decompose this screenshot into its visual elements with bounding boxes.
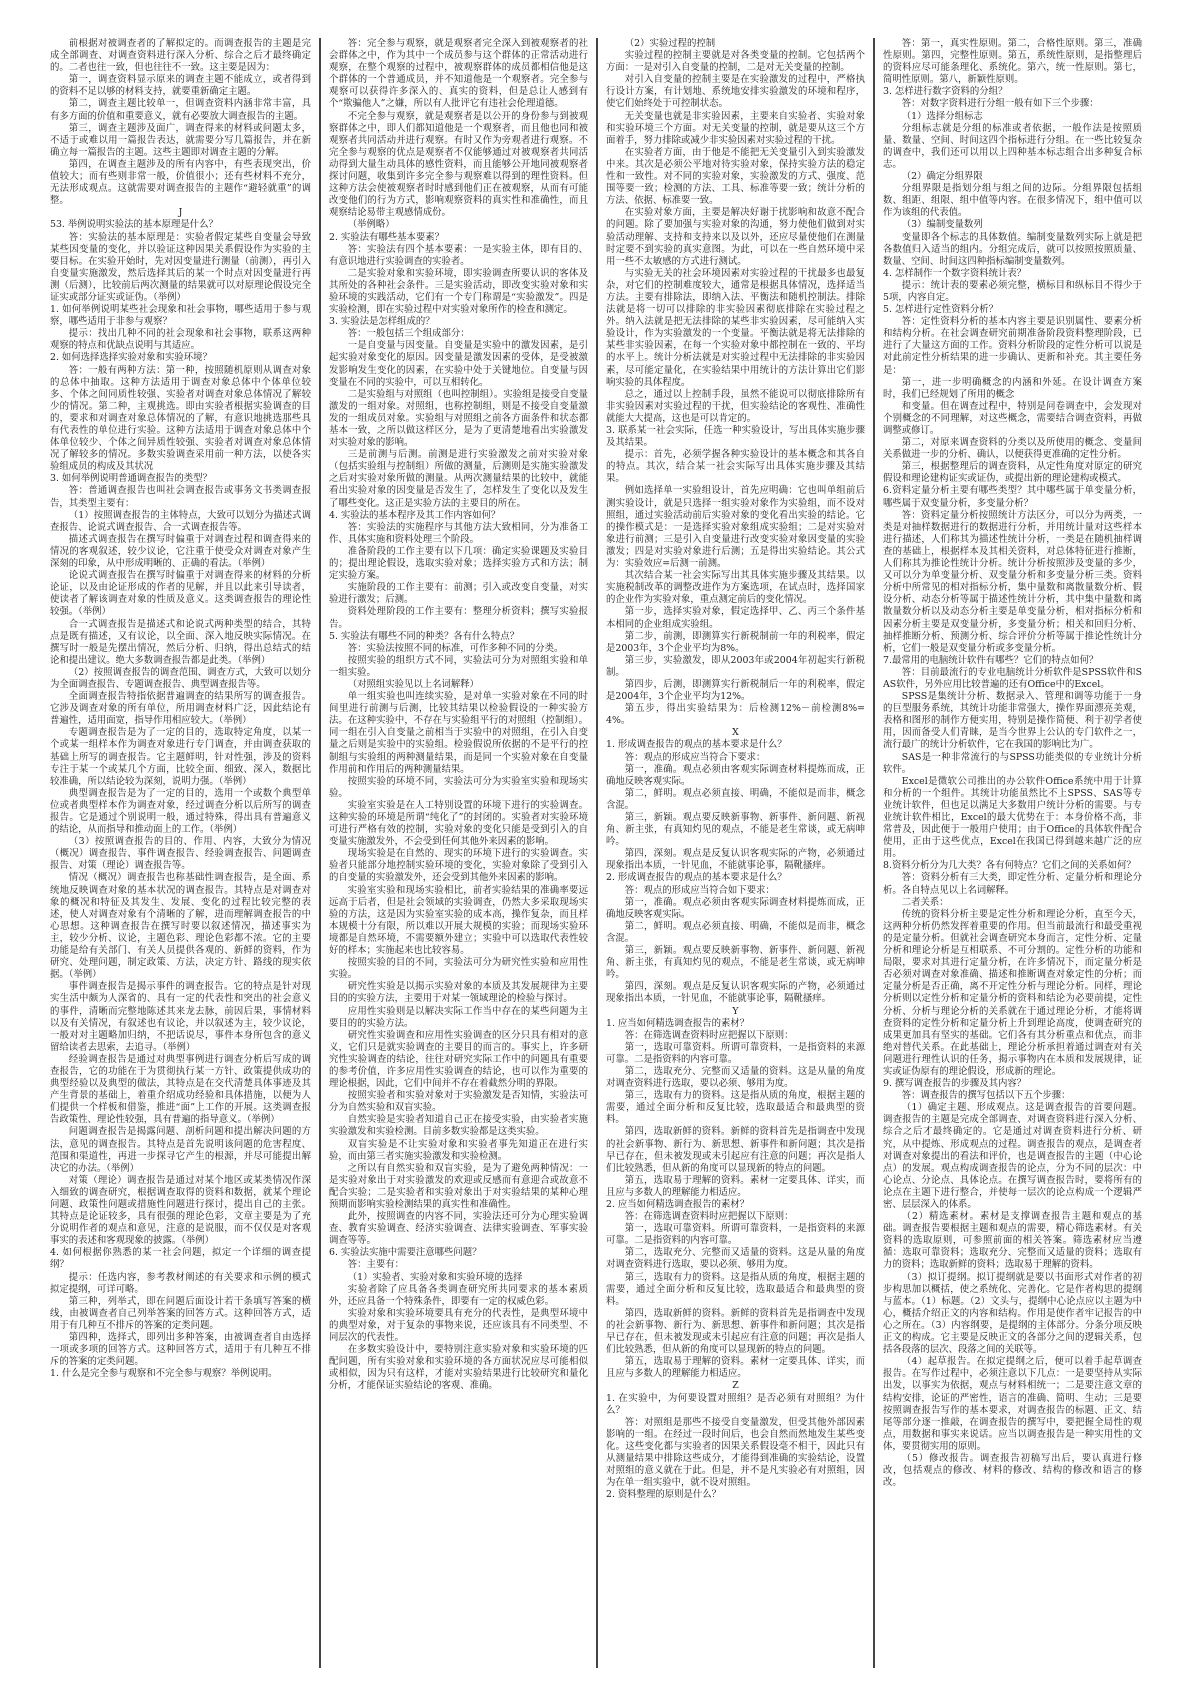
paragraph: 合一式调查报告是描述式和论说式两种类型的结合，其特点是既有描述，又有议论，以全面、深入地反映实际情况。在撰写时一般是先摆出情况，然后分析、归纳，得出总结式的结论和提出建议。绝大多数调查报告都是此类。（举例） (50, 618, 311, 666)
paragraph: 答：实验法按照不同的标准，可作多种不同的分类。 (347, 642, 564, 654)
paragraph: 答：观点的形成应当符合下要求： (624, 751, 766, 763)
paragraph: 现场实验是在自然的、现实的环境下进行的实验调查。实验者只能部分地控制实验环境的变化，实验对象除了受到引入的自变量的实验激发外，还会受到其他外来因素的影响。 (329, 848, 588, 884)
paragraph: 实验过程的控制主要就是对各类变量的控制。它包括两个方面：一是对引入自变量的控制，二是对无关变量的控制。 (606, 50, 865, 74)
paragraph: 1. 应当如何精选调查报告的素材？ (606, 1017, 750, 1029)
paragraph: 2. 实验法有哪些基本要素？ (329, 231, 445, 243)
paragraph: 答：一般有两种方法：第一种，按照随机原则从调查对象的总体中抽取。这种方法适用于调查对象总体中个体单位较多、个体之间同质性较强、实验者对调查对象总体情况了解较少的情况。第二种，主观挑选。即由实验者根据实验调查的目的，要求和对调查对象总体情况的了解，有意识地挑选那些具有代表性的单位进行实验。这种方法适用于调查对象总体中个体单位较少、个体之间异质性较强、实验者对调查对象总体情况了解较多的情况。多数实验调查采用前一种方法，以使各实验组成员的构成及其状况 (50, 364, 311, 473)
paragraph: 分组标志就是分组的标准或者依据，一般作法是按照质量、数量、空间、时间这四个指标进行分组。在一些比较复杂的调查中，我们还可以用以上四种基本标志组合出多种复合标志。 (883, 122, 1142, 170)
paragraph: 在多数实验设计中，要特别注意实验对象和实验环境的匹配问题，所有实验对象和实验环境的各方面状况应尽可能相似或相似，因为只有这样，才能对实验结果进行比较研究和量化分析，才能保证实验结论的客观、准确。 (329, 1344, 588, 1392)
paragraph: 经验调查报告是通过对典型事例进行调查分析后写成的调查报告，它的功能在于为贯彻执行某一方针、政策提供成功的典型经验以及典型的做法，其特点是在交代清楚具体事迹及其产生背景的基础上，着重介绍成功经验和具体措施，以便为人们提供一个样板和借鉴，推进“面”上工作的开展。这类调查报告政策性、理论性较强，具有普遍的指导意义。（举例） (50, 1053, 311, 1126)
paragraph: 第三，新颖。观点要反映新事物、新事件、新问题、新视角、新主张，有真知灼见的观点，不能是老生常谈，或无病呻吟。 (606, 812, 865, 848)
paragraph: 对策（理论）调查报告是通过对某个地区或某类情况作深入细致的调查研究，根据调查取得的资料和数据，就某个理论问题、政策性问题或措施性问题进行探讨，提出自己的主张。其特点是论证较多，具有很强的理论色彩，文章主要是为了充分说明作者的观点和意见，注意的是说服，而不仅仅是对客观事实的表述和客观现象的披露。（举例） (50, 1174, 311, 1247)
paragraph: 第五步，得出实验结果为：后检测12%－前检测8%=4%。 (606, 703, 865, 727)
paragraph: 第二，鲜明。观点必须直接、明确，不能似是而非，概念含混。 (606, 787, 865, 811)
paragraph: 2. 形成调查报告的观点的基本要求是什么？ (606, 872, 787, 884)
paragraph: 第三，选取有力的资料。这是指从质的角度，根据主题的需要，通过全面分析和反复比较，选取最适合和最典型的资料。 (606, 1271, 865, 1307)
paragraph: Excel是微软公司推出的办公软件Office系统中用于计算和分析的一个组件。其统计功能虽然比不上SPSS、SAS等专业统计软件，但也足以满足大多数用户统计分析的需要。与专业统计软件相比，Excel的最大优势在于：本身价格不高，非常普及，因此便于一般用户使用；由于Office的具体软件配合使用，正由于这些优点，Excel在我国已得到越来越广泛的应用。 (883, 775, 1142, 860)
paragraph: SPSS是集统计分析、数据录入、管理和调等功能于一身的巨型服务系统，其统计功能非常强大，操作界面漂亮美观，表格和图形的制作方便实用，特别是操作简便、利于初学者使用，因而备受人们青睐，是当今世界上公认的专门软件之一，流行最广的统计分析软件，它在我国的影响比为广。 (883, 691, 1142, 751)
paragraph: 按照实验的组织方式不同，实验法可分为对照组实验和单一组实验。 (329, 654, 588, 678)
paragraph: 答：定性资料分析的基本内容主要是识别属性、要素分析和结构分析。在社会调查研究前期准备阶段资料整理阶段，已进行了大量这方面的工作。资料分析阶段的定性分析可以说是对此前定性分析结果的进一步确认、更新和补充。其主要任务是： (883, 316, 1142, 376)
paragraph: 3. 实验法是怎样组成的？ (329, 316, 435, 328)
paragraph: 事件调查报告是揭示事件的调查报告。它的特点是针对现实生活中颇为人深省的、具有一定的代表性和突出的社会意义的事件，清晰而完整地陈述其来龙去脉，前因后果，事情材料以及有关情况，有叙述也有议论，并以叙述为主，较少议论，一般对对主题略加归纳，不把话说尽，事件本身所包含的意义留给读者去思索，去追寻。（举例） (50, 981, 311, 1053)
paragraph: 按照实验者和实验对象对于实验激发是否知情，实验法可分为自然实验和双盲实验。 (329, 1090, 588, 1114)
paragraph: 总之，通过以上控制手段，虽然不能说可以彻底排除所有非实验因素对实验过程的干扰，但实验结论的客观性、准确性就能大大提高，这也是可以肯定的。 (606, 388, 865, 424)
paragraph: 实验室实验是在人工特别设置的环境下进行的实验调查。这种实验的环境是所谓“纯化了”的封闭的。实验者对实验环境可进行严格有效的控制，实验对象的变化只能是受到引入的自变量实施激发外，不会受到任何其他外来因素的影响。 (329, 799, 588, 848)
paragraph: 2. 如何选择选择实验对象和实验环境？ (50, 352, 212, 364)
paragraph: 答：对数字资料进行分组一般有如下三个步骤： (901, 98, 1099, 110)
paragraph: 第三，调查主题涉及面广，调查得来的材料或问题太多，不适于或难以用一篇报告表达，就需要分写几篇报告，并在新确立每一篇报告的主题。这些主题即对调查主题的分解。 (50, 122, 311, 158)
paragraph: 3. 联系某一社会实际，任选一种实验设计，写出具体实施步骤及其结果。 (606, 425, 865, 449)
paragraph: 6.资料定量分析主要有哪些类型？其中哪些属于单变量分析，哪些属于双变量分析，多变量分析？ (883, 485, 1142, 509)
paragraph: （4）起草报告。在拟定提纲之后，便可以着手起草调查报告。在写作过程中，必须注意以下几点：一是要坚持从实际出发，以事实为依据，观点与材料相统一；二是要注意文章的结构安排，论证的严密性，语言的准确、简明、生动；三是要按照调查报告写作的基本要求，对调查报告的标题、正文、结尾等部分逐一推敲，在调查报告的撰写中，要把握全局性的观点，用数据和事实来说话。应当以调查报告是一种实用性的文体，要贯彻实用的原则。 (883, 1356, 1142, 1452)
paragraph: 9. 撰写调查报告的步骤及其内容？ (883, 1078, 1027, 1090)
paragraph: 3. 怎样进行数字资料的分组？ (883, 86, 1008, 98)
paragraph: 答：完全参与观察，就是观察者完全深入到被观察者的社会群体之中，作为其中一个成员参与这个群体的正常活动进行观察，在整个观察的过程中，被观察群体的成员都相信他是这个群体的一个普通成员，并不知道他是一个观察者。完全参与观察可以获得许多深入的、真实的资料，但是总让人感到有个“欺骗他人”之嫌，所以有人批评它有违社会伦理道德。 (329, 38, 588, 110)
paragraph: 8.资料分析分为几大类？各有何特点？它们之间的关系如何？ (883, 860, 1136, 872)
paragraph: 研究性实验调查和应用性实验调查的区分只具有相对的意义，它们只是就实验调查的主要目的而言的。事实上，许多研究性实验调查的结论，往往对研究实际工作中的问题具有重要的参考价值，许多应用性实验调查的结论，也可以作为重要的理论根据，因此，它们中间并不存在着截然分明的界限。 (329, 1029, 588, 1090)
paragraph: 在实验者方面，由于他是不能把无关变量引入到实验激发中来。其次是必须公平地对待实验对象，保持实验方法的稳定性和一致性。对不同的实验对象，实验激发的方式、强度、范围等要一致；检测的方法、工具、标准等要一致；统计分析的方法、依据、标准要一致。 (606, 146, 865, 207)
paragraph: 第四，在调查主题涉及的所有内容中，有些表现突出，价值较大；而有些则非常一般，价值很小；还有些材料不充分，无法形成观点。这就需要对调查报告的主题作“避轻就重”的调整。 (50, 158, 311, 207)
paragraph: 变量即各个标志的具体数值。编制变量数列实际上就是把各数值归入适当的组内。分组完成后，就可以按照按照质量、数量、空间、时间这四种指标编制变量数列。 (883, 231, 1142, 267)
paragraph: （1）选择分组标志 (901, 110, 983, 122)
paragraph: 双盲实验是不让实验对象和实验者事先知道正在进行实验，而由第三者实施实验激发和实验检测。 (329, 1138, 588, 1162)
text-column-3 (596, 38, 873, 1668)
paragraph: （2）确定分组界限 (901, 171, 983, 183)
text-column-1 (42, 38, 319, 1668)
paragraph: 第四种，选择式，即列出多种答案，由被调查者自由选择一项或多项的回答方式。这种回答方式，适用于有几种互不排斥的答案的定类问题。 (50, 1332, 311, 1368)
paragraph: 三是前测与后测。前测是进行实验激发之前对实验对象（包括实验组与控制组）所做的测量，后测则是实施实验激发之后对实验对象所做的测量。从两次测量结果的比较中，就能看出实验对象的因变量是否发生了，怎样发生了变化以及发生了哪些变化。这正是实验方法的主要目的所在。 (329, 449, 588, 509)
paragraph: X (732, 727, 739, 739)
paragraph: 二是实验对象和实验环境，即实验调查所要认识的客体及其所处的各种社会条件。三是实验活动，即改变实验对象和实验环境的实践活动，它们有一个专门称谓是“实验激发”。四是实验检测，即在实验过程中对实验对象所作的检查和测定。 (329, 267, 588, 316)
paragraph: 53. 举例说明实验法的基本原理是什么？ (50, 219, 218, 231)
paragraph: 全面调查报告特指依据普遍调查的结果所写的调查报告。它涉及调查对象的所有单位，所用调查材料广泛，因此结论有普遍性，适用面宽，指导作用相应较大。（举例） (50, 691, 311, 727)
paragraph: 按照实验的环境不同，实验法可分为实验室实验和现场实验。 (329, 775, 588, 799)
paragraph: 提示：找出几种不同的社会现象和社会事物，联系这两种观察的特点和优缺点说明与其适应。 (50, 328, 311, 352)
paragraph: 例如选择单一实验组设计，首先应明确：它也叫单组前后测实验设计，就是只选择一组实验对象作为实验组，而不设对照组，通过实验活动前后实验对象的变化看出实验的结论。它的操作模式是：一是选择实验对象组成实验组；二是对实验对象进行前测；三是引入自变量进行改变实验对象因变量的实验激发；四是对实验对象进行后测；五是得出实验结论。其公式为：实验效应=后测一前测。 (606, 485, 865, 570)
paragraph: （3）编制变量数列 (901, 219, 983, 231)
paragraph: 实验对象和实验环境要具有充分的代表性，是典型环境中的典型对象，对于复杂的事物来说，还应该具有不同类型、不同层次的代表性。 (329, 1307, 588, 1344)
paragraph: 自然实验是实验者知道自己正在接受实验，由实验者实施实验激发和实验检测。目前多数实验都是这类实验。 (329, 1114, 588, 1138)
paragraph: （2）实验过程的控制 (624, 38, 716, 49)
document-page (42, 38, 1152, 1668)
paragraph: 7.最常用的电脑统计软件有哪些？它们的特点如何？ (883, 654, 1099, 666)
paragraph: 提示：任选内容，参考教材阐述的有关要求和示例的模式拟定提纲，可详可略。 (50, 1271, 311, 1295)
paragraph: 分组界限是指划分组与组之间的边际。分组界限包括组数、组距、组限、组中值等内容。在很多情况下，组中值可以作为该组的代表值。 (883, 183, 1142, 219)
paragraph: 5. 怎样进行定性资料分析？ (883, 304, 999, 316)
paragraph: 第四，选取新鲜的资料。新鲜的资料首先是指调查中发现的社会新事物、新行为、新思想、新事件和新问题；其次是指早已存在，但未被发现或未引起应有注意的问题；再次是指人们比较熟悉，但从新的角度可以显现新的特点的问题。 (606, 1126, 865, 1174)
paragraph: 第三步，实验激发，即从2003年或2004年初起实行新税制。 (606, 654, 865, 678)
paragraph: （1）确定主题、形成观点。这是调查报告的首要问题。调查报告的主题是完成全部调查、对调查资料进行深入分析、综合之后才最终确定的。它是通过对调查资料进行分析、研究，从中提炼、形成观点的过程。调查报告的观点，是调查者对调查对象提出的看法和评价，也是调查报告的主题（中心论点）的发展。观点构成调查报告的论点，分为不同的层次：中心论点、分论点、具体论点。在撰写调查报告时，要将所有的论点在主题下进行整合，并使每一层次的论点构成一个逻辑严密、层层深入的体系。 (883, 1102, 1142, 1210)
paragraph: 第三，选取有力的资料。这是指从质的角度，根据主题的需要，通过全面分析和反复比较，选取最适合和最典型的资料。 (606, 1090, 865, 1126)
paragraph: 第一，进一步明确概念的内涵和外延。在设计调查方案时，我们已经规划了所用的概念 (883, 376, 1142, 400)
paragraph: 无关变量也就是非实验因素，主要来自实验者、实验对象和实验环境三个方面。对无关变量的控制，就是要从这三个方面着手，努力排除或减少非实验因素对实验过程的干扰。 (606, 110, 865, 146)
paragraph: （3）按照调查报告的目的、作用、内容，大致分为情况（概况）调查报告、事件调查报告、经验调查报告、问题调查报告、对策（理论）调查报告等。 (50, 836, 311, 872)
paragraph: 提示：统计表的要素必须完整，横标目和纵标目不得少于5项，内容自定。 (883, 279, 1142, 303)
paragraph: （1）实验者、实验对象和实验环境的选择 (347, 1271, 523, 1283)
paragraph: 3. 如何举例说明普通调查报告的类型？ (50, 473, 212, 485)
paragraph: 对引入自变量的控制主要是在实验激发的过程中，严格执行设计方案，有计划地、系统地安排实验激发的环境和程序，使它们始终处于可控制状态。 (606, 74, 865, 110)
paragraph: 二是实验组与对照组（也叫控制组）。实验组是接受自变量激发的一组对象。对照组，也称控制组，则是不接受自变量激发的一组成员对象。实验组与对照组之前各方面条件和状态都基本一致，之所以做这样区分，是为了更清楚地看出实验激发对实验对象的影响。 (329, 388, 588, 449)
paragraph: 实验室实验和现场实验相比，前者实验结果的准确率要远远高于后者，但是社会领域的实验调查，仍然大多采取现场实验的方法，这是因为实验室实验的成本高，操作复杂，而且样本规模十分有限，所以难以开展大规模的实验；而现场实验环境都是自然环境，不需要额外建立；实验中可以选取代表性较好的样本；实施起来也比较容易。 (329, 884, 588, 957)
paragraph: 专题调查报告是为了一定的目的，选取特定角度，以某一个或某一组样本作为调查对象进行专门调查，并由调查获取的基础上所写的调查报告。它主题鲜明，针对性强，涉及的资料专注于某一个或某几个方面，比较全面、细致、深入，数据比较准确，所以结论较为深刻，说明力强。（举例） (50, 727, 311, 787)
paragraph: 准备阶段的工作主要有以下几项：确定实验课题及实验目的；提出理论假设，选取实验对象；选择实验方式和方法；制定实验方案。 (329, 545, 588, 582)
paragraph: 第二，调查主题比较单一，但调查资料内涵非常丰富，具有多方面的价值和重要意义，就有必要放大调查报告的主题。 (50, 98, 311, 122)
paragraph: 答：对照组是那些不接受自变量激发，但受其他外部因素影响的一组。在经过一段时间后，也会自然而然地发生某些变化。这些变化都与实验者的因果关系假设毫不相干，因此只有从测量结果中排除这些成分，才能得到准确的实验结论，设置对照组的意义就在于此。但是，并不是凡实验必有对照组，因为在单一组实验中，就不设对照组。 (606, 1416, 865, 1489)
paragraph: 问题调查报告是揭露问题、剖析问题和提出解决问题的方法，意见的调查报告。其特点是首先说明该问题的危害程度、范围和渠道性，再进一步探寻它产生的根源，并尽可能提出解决它的办法。（举例） (50, 1126, 311, 1174)
paragraph: （5）修改报告。调查报告初稿写出后，要认真进行修改，包括观点的修改、材料的修改、结构的修改和语言的修改。 (883, 1452, 1142, 1489)
paragraph: 答：观点的形成应当符合如下要求： (624, 884, 775, 896)
paragraph: 答：调查报告的撰写包括以下五个步骤： (901, 1090, 1071, 1102)
paragraph: 应用性实验则是以解决实际工作当中存在的某些问题为主要目的的实验方法。 (329, 1005, 588, 1029)
paragraph: 4. 怎样制作一个数字资料统计表？ (883, 267, 1027, 279)
paragraph: 之所以有自然实验和双盲实验，是为了避免两种情况：一是实验对象出于对实验激发的欢迎或反感而有意迎合或故意不配合实验；二是实验者和实验对象出于对实验结果的某种心理预期而影响实验检测结果的真实性和准确性。 (329, 1162, 588, 1210)
paragraph: 研究性实验是以揭示实验对象的本质及其发展规律为主要目的的实验方法，主要用于对某一领域理论的检验与探讨。 (329, 981, 588, 1005)
paragraph: 第三，根据整理后的调查资料，从定性角度对原定的研究假设和理论建构证实或证伪，或提出新的理论建构或模式。 (883, 461, 1142, 485)
paragraph: 第三种，列举式，即在问题后面设计若干条填写答案的横线，由被调查者自己列举答案的回答方式。这种回答方式，适用于有几种互不排斥的答案的定类问题。 (50, 1295, 311, 1331)
paragraph: 提示：首先，必须学握各种实验设计的基本概念和其各自的特点。其次，结合某一社会实际写出具体实施步骤及其结果。 (606, 449, 865, 485)
paragraph: 5. 实验法有哪些不同的种类？各有什么特点？ (329, 630, 520, 642)
paragraph: 传统的资料分析主要是定性分析和理论分析，直至今天，这两种分析仍然发挥着重要的作用。但当前最流行和最受重视的是定量分析。但就社会调查研究本身而言，定性分析、定量分析和理论分析是互相联系、不可分割的。定性分析的功能和局限，要求对其进行定量分析，在许多情况下，而定量分析是否必须对调查对象准确、描述和推断调查对象定性的分析；而定量分析是否正确，离不开定性分析与理论分析。同样，理论分析则以定性分析和定量分析的资料和结论为必要前提，定性分析、分析与理论分析的关系就在于通过理论分析，才能将调查资料的定性分析和定量分析上升到理论高度，使调查研究的成果更加具有坚实的基础。它们各有其分析重点和优点，而非绝对替代关系。在此基础上，理论分析承担着通过调查对有关问题进行理性认识的任务，揭示事物内在本质和发展规律，证实或证伪原有的理论假设，形成新的理论。 (883, 908, 1142, 1077)
paragraph: 4. 如何根据你熟悉的某一社会问题，拟定一个详细的调查提纲？ (50, 1247, 311, 1271)
paragraph: 和变量。但在调查过程中，特别是问卷调查中，会发现对个别概念的不同理解，对这些概念，需要结合调查资料，再做调整或修订。 (883, 400, 1142, 436)
paragraph: 单一组实验也叫连续实验，是对单一实验对象在不同的时间里进行前测与后测，比较其结果以检验假设的一种实验方法。在这种实验中，不存在与实验组平行的对照组（控制组）。同一组在引入自变量之前相当于实验中的对照组，在引入自变量之后则是实验中的实验组。检验假说所依据的不是平行的控制组与实验组的两种测量结果，而是同一个实验对象在自变量作用前和作用后的两种测量结果。 (329, 691, 588, 775)
paragraph: 实施阶段的工作主要有：前测；引入或改变自变量，对实验进行激发；后测。 (329, 582, 588, 606)
paragraph: 答：资料分析有三大类，即定性分析、定量分析和理论分析。各自特点见以上名词解释。 (883, 872, 1142, 896)
paragraph: （1）按照调查报告的主体特点，大致可以划分为描述式调查报告、论说式调查报告、合一式调查报告等。 (50, 509, 311, 533)
paragraph: 情况（概况）调查报告也称基础性调查报告，是全面、系统地反映调查对象的基本状况的调查报告。其特点是对调查对象的概况和特征及其发生、发展、变化的过程比较完整的表述，使人对调查对象有个清晰的了解，进而理解调查报告的中心思想。这种调查报告在撰写时要以叙述情况，描述事实为主，较少分析、议论，主题色彩、理论色彩都不浓。它的主要功能是给有关部门、有关人员提供各观的、新鲜的资料，作为研究、处理问题，制定政策、方法，决定方针、路线的现实依据。（举例） (50, 872, 311, 981)
paragraph: （3）拟订提纲。拟订提纲就是要以书面形式对作者的初步构思加以概括，使之系统化、完善化。它是作者构思的提纲与蓝本。（1）标题。（2）文头与，提纲中心论点应以主题为中心，概括介绍正文的内容和结构。作用是使作者牢记报告的中心之所在。（3）内容纲要，是提纲的主体部分。分条分项反映正文的构成。它主要是反映正文的各部分之间的逻辑关系，包括各段落的层次、段落之间的关联等。 (883, 1271, 1142, 1356)
paragraph: 第四，深刻。观点是反复认识客观实际的产物，必须通过现象指出本质，一针见血，不能就事论事，隔靴搔痒。 (606, 848, 865, 872)
paragraph: 在实验对象方面，主要是解决好谢于扰影响和故意不配合的问题。除了要加强与实验对象的沟通，努力使他们做到对实验活动理解、支持和支持来以及以外，还应尽量使他们在测量时定要不到实验的真实意图。为此，可以在一些自然环境中采用一些不太敏感的方式进行测试。 (606, 207, 865, 267)
paragraph: 此外，按照调查的内容不同，实验法还可分为心理实验调查、教育实验调查、经济实验调查、法律实验调查、军事实验调查等等。 (329, 1211, 588, 1247)
paragraph: （举例略） (347, 219, 395, 231)
paragraph: 1. 什么是完全参与观察和不完全参与观察？举例说明。 (50, 1368, 278, 1380)
paragraph: 答：第一，真实性原则。第二，合格性原则。第三，准确性原则。第四，完整性原则。第五，系统性原则，是指整理后的资料应尽可能条理化、系统化。第六，统一性原则。第七，简明性原则。第八，新颖性原则。 (883, 38, 1142, 86)
paragraph: 答：普通调查报告也叫社会调查报告或事务文书类调查报告，其类型主要有： (50, 485, 311, 509)
paragraph: 答：目前最流行的专业电脑统计分析软件是SPSS软件和SAS软件，另外应用比较普遍的还有Office中的Excel。 (883, 666, 1142, 690)
paragraph: 第五，选取易于理解的资料。素材一定要具体、详实，而且应与多数人的理解能力相适应。 (606, 1356, 865, 1380)
paragraph: 答：资料定量分析按照统计方法区分，可以分为两类，一类是对抽样数据进行的数据进行分析，并用统计量对这些样本进行描述，人们称其为描述性统计分析，一类是在随机抽样调查的基础上，根据样本及其相关资料，对总体特征进行推断，人们称其为推论性统计分析。统计分析按照涉及变量的多少，又可以分为单变量分析、双变量分析和多变量分析三类。资料分析中所常见的相对指标分析，集中量数和离散量数分析、假设分析、动态分析等属于描述性统计分析，其中集中量数和离散量数分析以及动态分析主要是单变量分析，相对指标分析和因素分析主要是双变量分析，多变量分析；相关和回归分析、抽样推断分析、预测分析、综合评价分析等属于推论性统计分析，它们一般是双变量分析或多变量分析。 (883, 509, 1142, 654)
paragraph: 第四，选取新鲜的资料。新鲜的资料首先是指调查中发现的社会新事物、新行为、新思想、新事件和新问题；其次是指早已存在，但未被发现或未引起应有注意的问题；再次是指人们比较熟悉，但从新的角度可以显现新的特点的问题。 (606, 1307, 865, 1356)
paragraph: 2. 应当如何精选调查报告的素材？ (606, 1199, 750, 1210)
paragraph: 答：一般包括三个组成部分： (347, 328, 470, 340)
paragraph: 典型调查报告是为了一定的目的，选用一个或数个典型单位或者典型样本作为调查对象，经过调查分析以后所写的调查报告。它是通过个别说明一般，通过特殊，得出具有普遍意义的结论，从而指导和推动面上的工作。（举例） (50, 787, 311, 836)
paragraph: 描述式调查报告在撰写时偏重于对调查过程和调查得来的情况的客观叙述，较少议论，它注重于使受众对调查对象产生深刻的印象，从中形成明晰的、正确的看法。（举例） (50, 533, 311, 570)
paragraph: 1. 形成调查报告的观点的基本要求是什么？ (606, 739, 787, 751)
paragraph: （对照组实验见以上名词解释） (347, 678, 480, 690)
paragraph: 实验者除了应具备各类调查研究所共同要求的基本素质外，还应具备一个特殊条件，即要有一定的权威色彩。 (329, 1283, 588, 1307)
paragraph: 第一，准确。观点必须由客观实际调查材料提炼而成，正确地反映客观实际。 (606, 896, 865, 920)
paragraph: Z (732, 1380, 739, 1392)
paragraph: 资料处理阶段的工作主要有：整理分析资料；撰写实验报告。 (329, 606, 588, 630)
paragraph: 第二，对原来调查资料的分类以及所使用的概念、变量间关系做进一步的分析、确认，以便获得更准确的定性分析。 (883, 437, 1142, 461)
text-column-2 (319, 38, 596, 1668)
paragraph: 第二，鲜明。观点必须直接、明确，不能似是而非，概念含混。 (606, 920, 865, 944)
paragraph: J (178, 207, 183, 219)
paragraph: 第四，深刻。观点是反复认识客观实际的产物，必须通过现象指出本质，一针见血，不能就事论事，隔靴搔痒。 (606, 981, 865, 1005)
paragraph: 4. 实验法的基本程序及其工作内容如何？ (329, 509, 501, 521)
paragraph: 其次结合某一社会实际写出其具体实施步骤及其结果。以实施税制改革的调整改进作为方案选项，在试点时，选择国家的企业作为实验对象，重点测定前后的变化情况。 (606, 570, 865, 606)
paragraph: SAS是一种非常流行的与SPSS功能类似的专业统计分析软件。 (883, 751, 1142, 775)
text-column-4 (873, 38, 1150, 1668)
paragraph: 第五，选取易于理解的资料。素材一定要具体、详实，而且应与多数人的理解能力相适应。 (606, 1174, 865, 1198)
paragraph: 第一，选取可靠资料。所谓可靠资料，一是指资料的来源可靠。二是指资料的内容可靠。 (606, 1041, 865, 1065)
paragraph: 第一步，选择实验对象，假定选择甲、乙、丙三个条件基本相同的企业组成实验组。 (606, 606, 865, 630)
paragraph: 答：实验法的基本原理是：实验者假定某些自变量会导致某些因变量的变化，并以验证这种因果关系假设作为实验的主要目标。在实验开始时，先对因变量进行测量（前测），再引入自变量实施激发，然后选择其后的某一个时点对因变量进行再测（后测），比较前后两次测量的结果就可以对原理论假设完全证实或部分证实或证伪。（举例） (50, 231, 311, 303)
paragraph: 1. 在实验中，为何要设置对照组？是否必须有对照组？为什么？ (606, 1392, 865, 1416)
paragraph: 6. 实验法实施中需要注意哪些问题？ (329, 1247, 482, 1259)
paragraph: 答：主要有： (347, 1259, 405, 1271)
paragraph: 第二，选取充分、完整而又适量的资料。这是从量的角度对调查资料进行选取，要以必须、够用为度。 (606, 1065, 865, 1090)
paragraph: （2）按照调查报告的调查范围、调查方式，大致可以划分为全面调查报告、专题调查报告、典型调查报告等。 (50, 666, 311, 690)
paragraph: 第二步，前测，即测算实行新税制前一年的利税率，假定是2003年，3个企业平均为8%。 (606, 630, 865, 654)
paragraph: 与实验无关的社会环境因素对实验过程的干扰最多也最复杂，对它们的控制难度较大，通常是根据具体情况，选择适当方法。主要有排除法，即纳入法、平衡法和随机控制法。排除法就是将一切可以排除的非实验因素彻底排除在实验过程之外。纳入法就是把无法排除的某些非实验因素，尽可能纳入实验设计，作为实验激发的一个变量。平衡法就是将无法排除的某些非实验因素，在每一个实验对象中都控制在一致的、平均的水平上。统计分析法就是对实验过程中无法排除的非实验因素，尽可能定量化，在实验结果中用统计的方法计算出它们影响实验的具体程度。 (606, 267, 865, 388)
paragraph: 按照实验的目的不同，实验法可分为研究性实验和应用性实验。 (329, 957, 588, 981)
paragraph: 二者关系： (901, 896, 949, 908)
paragraph: 答：在筛选调查资料时应把握以下原则： (624, 1029, 794, 1041)
paragraph: 不完全参与观察，就是观察者是以公开的身份参与到被观察群体之中，即人们都知道他是一个观察者，而且他也同和被观察者共同活动并进行观察。有时又作为旁观者进行观察。不完全参与观察的优点是观察者不仅能够通过对被观察者共同活动得到大量生动具体的感性资料，而且能够公开地同被观察者探讨问题，收集到许多完全参与观察难以得到的理性资料。但这种方法会使被观察者时时感到他们正在被观察，从而有可能改变他们的行为方式，影响观察资料的真实性和准确性，而且观察结论易带主观感情成份。 (329, 110, 588, 219)
paragraph: 第一，调查资料显示原来的调查主题不能成立，或者得到的资料不足以够的材料支持，就要重新确定主题。 (50, 74, 311, 98)
paragraph: 第四步，后测，即测算实行新税制后一年的利税率，假定是2004年，3个企业平均为12%。 (606, 678, 865, 703)
paragraph: 答：实验法的实施程序与其他方法大致相同，分为准备工作、具体实施和资料处理三个阶段。 (329, 521, 588, 545)
paragraph: 第一，准确。观点必须由客观实际调查材料提炼而成，正确地反映客观实际。 (606, 763, 865, 787)
paragraph: 答：在筛选调查资料时应把握以下原则： (624, 1211, 794, 1223)
paragraph: 1. 如何举例说明某些社会现象和社会事物，哪些适用于参与观察，哪些适用于非参与观察？ (50, 304, 311, 328)
paragraph: 答：实验法有四个基本要素：一是实验主体，即有目的、有意识地进行实验调查的实验者。 (329, 243, 588, 267)
paragraph: Y (732, 1005, 739, 1017)
paragraph: 第三，新颖。观点要反映新事物、新事件、新问题、新视角、新主张，有真知灼见的观点，不能是老生常谈，或无病呻吟。 (606, 945, 865, 981)
paragraph: （2）精选素材。素材是支撑调查报告主题和观点的基础。调查报告要根据主题和观点的需要，精心筛选素材。有关资料的选取原则，可参照前面的相关答案。筛选素材应当遵循：选取可靠资料；选取充分、完整而又适量的资料；选取有力的资料；选取新鲜的资料；选取易于理解的资料。 (883, 1211, 1142, 1271)
paragraph: 论说式调查报告在撰写时偏重于对调查得来的材料的分析论证，以及由论证形成的作者的见解，并且以此来引导读者，使读者了解该调查对象的性质及意义。这类调查报告的理论性较强。（举例） (50, 570, 311, 618)
paragraph: 第二，选取充分、完整而又适量的资料。这是从量的角度对调查资料进行选取，要以必须、够用为度。 (606, 1247, 865, 1271)
paragraph: 2. 资料整理的原则是什么？ (606, 1489, 722, 1501)
paragraph: 一是自变量与因变量。自变量是实验中的激发因素，是引起实验对象变化的原因。因变量是激发因素的受体，是受被激发影响发生变化的因素，在实验中处于关键地位。自变量与因变量在不同的实验中，可以互相转化。 (329, 340, 588, 388)
paragraph: 第一，选取可靠资料。所谓可靠资料，一是指资料的来源可靠。二是指资料的内容可靠。 (606, 1223, 865, 1247)
paragraph: 前根据对被调查者的了解拟定的。而调查报告的主题是完成全部调查、对调查资料进行深入分析、综合之后才最终确定的。二者也往一致，但也往往不一致。这主要是因为： (50, 38, 311, 74)
